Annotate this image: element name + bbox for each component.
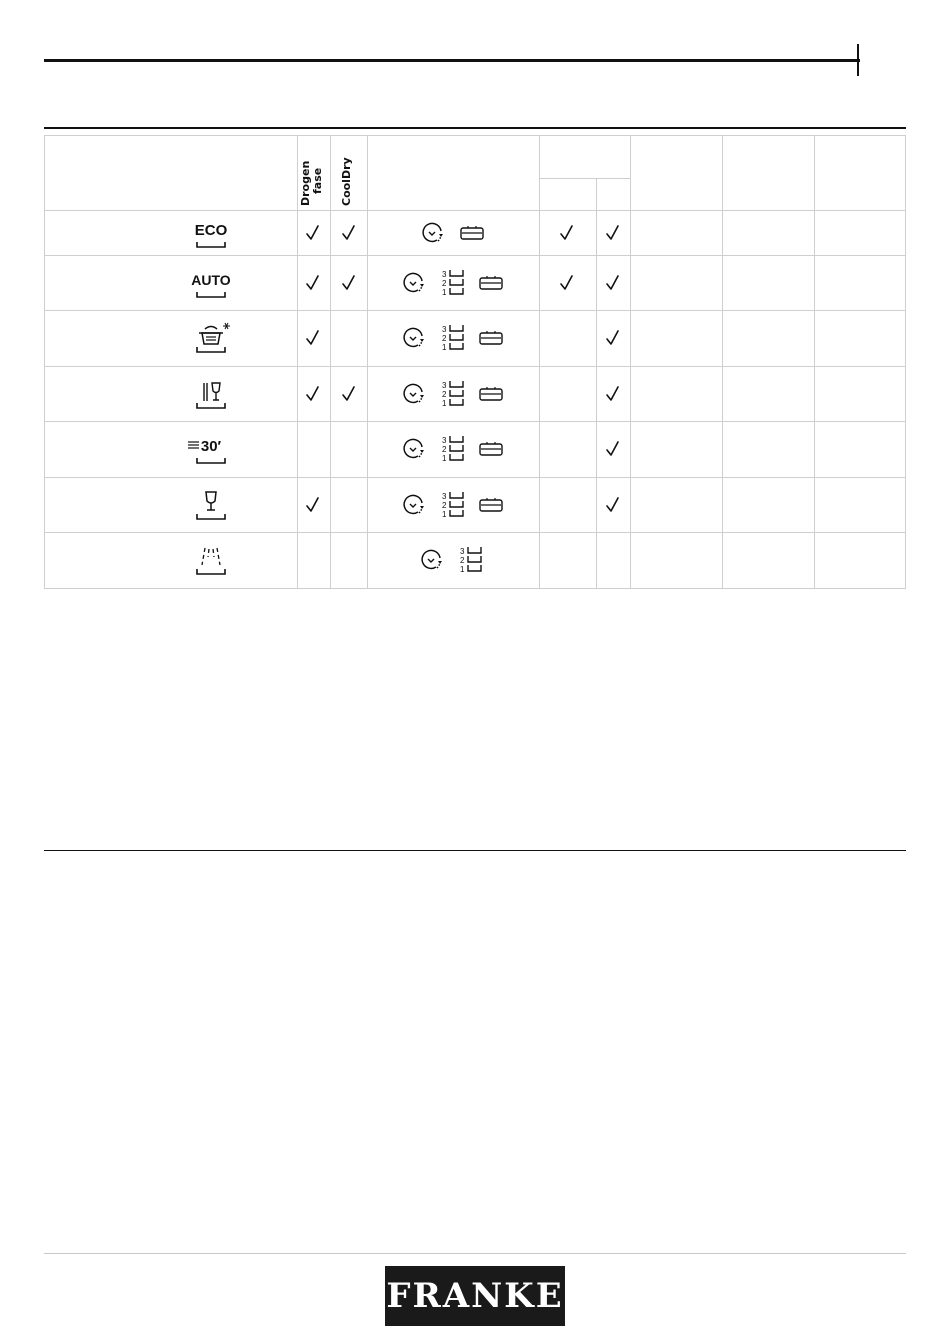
quick-30-icon xyxy=(187,432,235,466)
svg-text:1: 1 xyxy=(442,454,447,463)
header-drying-phase xyxy=(300,161,324,206)
table-col-line xyxy=(539,135,540,589)
zone-wash-icon xyxy=(442,381,463,408)
check-icon xyxy=(605,223,621,243)
svg-text:1: 1 xyxy=(442,288,447,297)
table-col-line xyxy=(297,135,298,589)
svg-text:2: 2 xyxy=(442,501,447,510)
table-row-line xyxy=(44,532,906,533)
check-icon xyxy=(605,495,621,515)
svg-text:3: 3 xyxy=(442,381,447,390)
table-col-line xyxy=(722,135,723,589)
mixed-cutlery-glass-icon xyxy=(187,377,235,411)
franke-logo xyxy=(385,1266,565,1326)
zone-wash-icon xyxy=(460,547,481,574)
table-border-left xyxy=(44,135,45,589)
auto-program-icon xyxy=(187,266,235,300)
check-icon xyxy=(559,273,575,293)
table-subheader-line xyxy=(540,178,630,179)
table-border-top xyxy=(44,135,906,136)
svg-text:2: 2 xyxy=(442,390,447,399)
table-col-line xyxy=(596,178,597,589)
check-icon xyxy=(605,328,621,348)
option-icons xyxy=(368,216,538,250)
delay-start-icon xyxy=(404,439,424,457)
header-drying-phase-line2: fase xyxy=(311,167,324,194)
program-label: AUTO xyxy=(191,272,231,288)
table-col-line xyxy=(630,135,631,589)
tablet-icon xyxy=(461,226,483,239)
table-row-line xyxy=(44,421,906,422)
svg-text:2: 2 xyxy=(442,279,447,288)
check-icon xyxy=(605,273,621,293)
delay-start-icon xyxy=(423,223,443,241)
svg-text:3: 3 xyxy=(442,325,447,334)
svg-text:3: 3 xyxy=(460,547,465,556)
svg-text:3: 3 xyxy=(442,436,447,445)
table-border-right xyxy=(905,135,906,589)
logo-text: FRANKE xyxy=(386,1276,564,1316)
svg-text:1: 1 xyxy=(442,510,447,519)
section-rule-lower xyxy=(44,850,906,851)
check-icon xyxy=(341,384,357,404)
tablet-icon xyxy=(480,331,502,344)
tablet-icon xyxy=(480,442,502,455)
zone-wash-icon xyxy=(442,492,463,519)
svg-text:1: 1 xyxy=(442,343,447,352)
svg-text:1: 1 xyxy=(460,565,465,574)
glass-program-icon xyxy=(187,488,235,522)
eco-program-icon xyxy=(187,216,235,250)
option-icons xyxy=(368,377,538,411)
table-col-line xyxy=(814,135,815,589)
table-row-line xyxy=(44,477,906,478)
option-icons xyxy=(368,266,538,300)
zone-wash-icon xyxy=(442,270,463,297)
delay-start-icon xyxy=(404,328,424,346)
pre-rinse-icon xyxy=(187,543,235,577)
tablet-icon xyxy=(480,276,502,289)
option-icons xyxy=(368,321,538,355)
check-icon xyxy=(305,328,321,348)
check-icon xyxy=(305,273,321,293)
footer-rule xyxy=(44,1253,906,1254)
check-icon xyxy=(605,384,621,404)
program-label: 30′ xyxy=(200,438,222,455)
intensive-pot-icon xyxy=(187,321,235,355)
zone-wash-icon xyxy=(442,325,463,352)
table-row-line xyxy=(44,255,906,256)
table-col-line xyxy=(330,135,331,589)
table-row-line xyxy=(44,366,906,367)
tablet-icon xyxy=(480,498,502,511)
check-icon xyxy=(305,223,321,243)
check-icon xyxy=(341,273,357,293)
delay-start-icon xyxy=(422,550,442,568)
option-icons xyxy=(368,543,538,577)
program-label: ECO xyxy=(194,222,228,239)
header-cooldry: CoolDry xyxy=(340,157,353,206)
header-drying-phase-line1: Drogen xyxy=(299,160,312,206)
check-icon xyxy=(305,384,321,404)
option-icons xyxy=(368,488,538,522)
program-options-table xyxy=(0,0,950,600)
svg-text:3: 3 xyxy=(442,270,447,279)
zone-wash-icon xyxy=(442,436,463,463)
tablet-icon xyxy=(480,387,502,400)
table-row-line xyxy=(44,310,906,311)
svg-text:2: 2 xyxy=(442,334,447,343)
svg-text:3: 3 xyxy=(442,492,447,501)
delay-start-icon xyxy=(404,273,424,291)
table-header-bottom xyxy=(44,210,906,211)
check-icon xyxy=(559,223,575,243)
svg-text:1: 1 xyxy=(442,399,447,408)
check-icon xyxy=(605,439,621,459)
check-icon xyxy=(341,223,357,243)
svg-text:2: 2 xyxy=(460,556,465,565)
svg-text:2: 2 xyxy=(442,445,447,454)
option-icons xyxy=(368,432,538,466)
delay-start-icon xyxy=(404,495,424,513)
table-border-bottom xyxy=(44,588,906,589)
delay-start-icon xyxy=(404,384,424,402)
check-icon xyxy=(305,495,321,515)
